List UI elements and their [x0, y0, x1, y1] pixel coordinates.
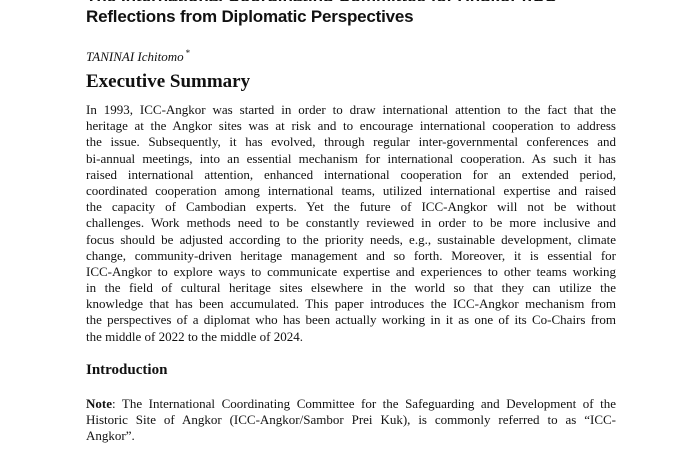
summary-line: the middle of 2022 to the middle of 2024. [86, 328, 303, 344]
summary-line: knowledge that has been accumulated. This paper introduces the ICC-Angkor mechanism from [86, 296, 616, 312]
summary-line: focus should be adjusted according to the priority needs, e.g., sustainable development, climate [86, 231, 616, 247]
summary-line: change, community-driven heritage management and so forth. Moreover, it is essential for [86, 247, 616, 263]
summary-line: coordinated cooperation among international teams, utilized international expertise and raised [86, 182, 616, 198]
summary-line: the perspectives of a diplomat who has been actually working in it as one of its Co-Chairs from [86, 312, 616, 328]
summary-line: ICC-Angkor to explore ways to communicate expertise and experiences to other teams working [86, 263, 616, 279]
introduction-note [86, 396, 616, 445]
summary-line: the issue. Subsequently, it has evolved, through regular inter-governmental conferences and [86, 134, 616, 150]
summary-line: In 1993, ICC-Angkor was started in order to draw international attention to the fact that the [86, 102, 616, 117]
executive-summary-paragraph [86, 102, 616, 345]
summary-line: bi-annual meetings, into an essential mechanism for international cooperation. As such it has [86, 150, 616, 166]
summary-line: heritage at the Angkor sites was at risk and to encourage international cooperation to address [86, 118, 616, 134]
summary-line: in the field of cultural heritage sites elsewhere in the world so that they can utilize the [86, 280, 616, 296]
introduction-heading: Introduction [86, 362, 168, 378]
title-top-fragment-text [86, 0, 562, 1]
note-label: Note [86, 396, 112, 411]
note-line: Historic Site of Angkor (ICC-Angkor/Sambor Prei Kuk), is commonly referred to as “ICC- [86, 412, 616, 428]
author-footnote-mark: * [185, 48, 191, 58]
summary-line: challenges. Work methods need to be constantly reviewed in order to be more inclusive and [86, 215, 616, 231]
executive-summary-heading: Executive Summary [86, 71, 251, 92]
paper-title: Reflections from Diplomatic Perspectives [86, 7, 414, 26]
author-name: TANINAI Ichitomo [86, 49, 184, 64]
title-top-fragment [86, 0, 616, 1]
summary-line: raised international attention, enhanced international cooperation for an extended period, [86, 166, 616, 182]
note-line: Angkor”. [86, 428, 135, 444]
author-line [86, 45, 190, 65]
note-line [86, 396, 616, 412]
note-line-text: : The International Coordinating Committee for the Safeguarding and Development of the [112, 396, 616, 411]
summary-line: the capacity of Cambodian experts. Yet the future of ICC-Angkor will not be without [86, 199, 616, 215]
